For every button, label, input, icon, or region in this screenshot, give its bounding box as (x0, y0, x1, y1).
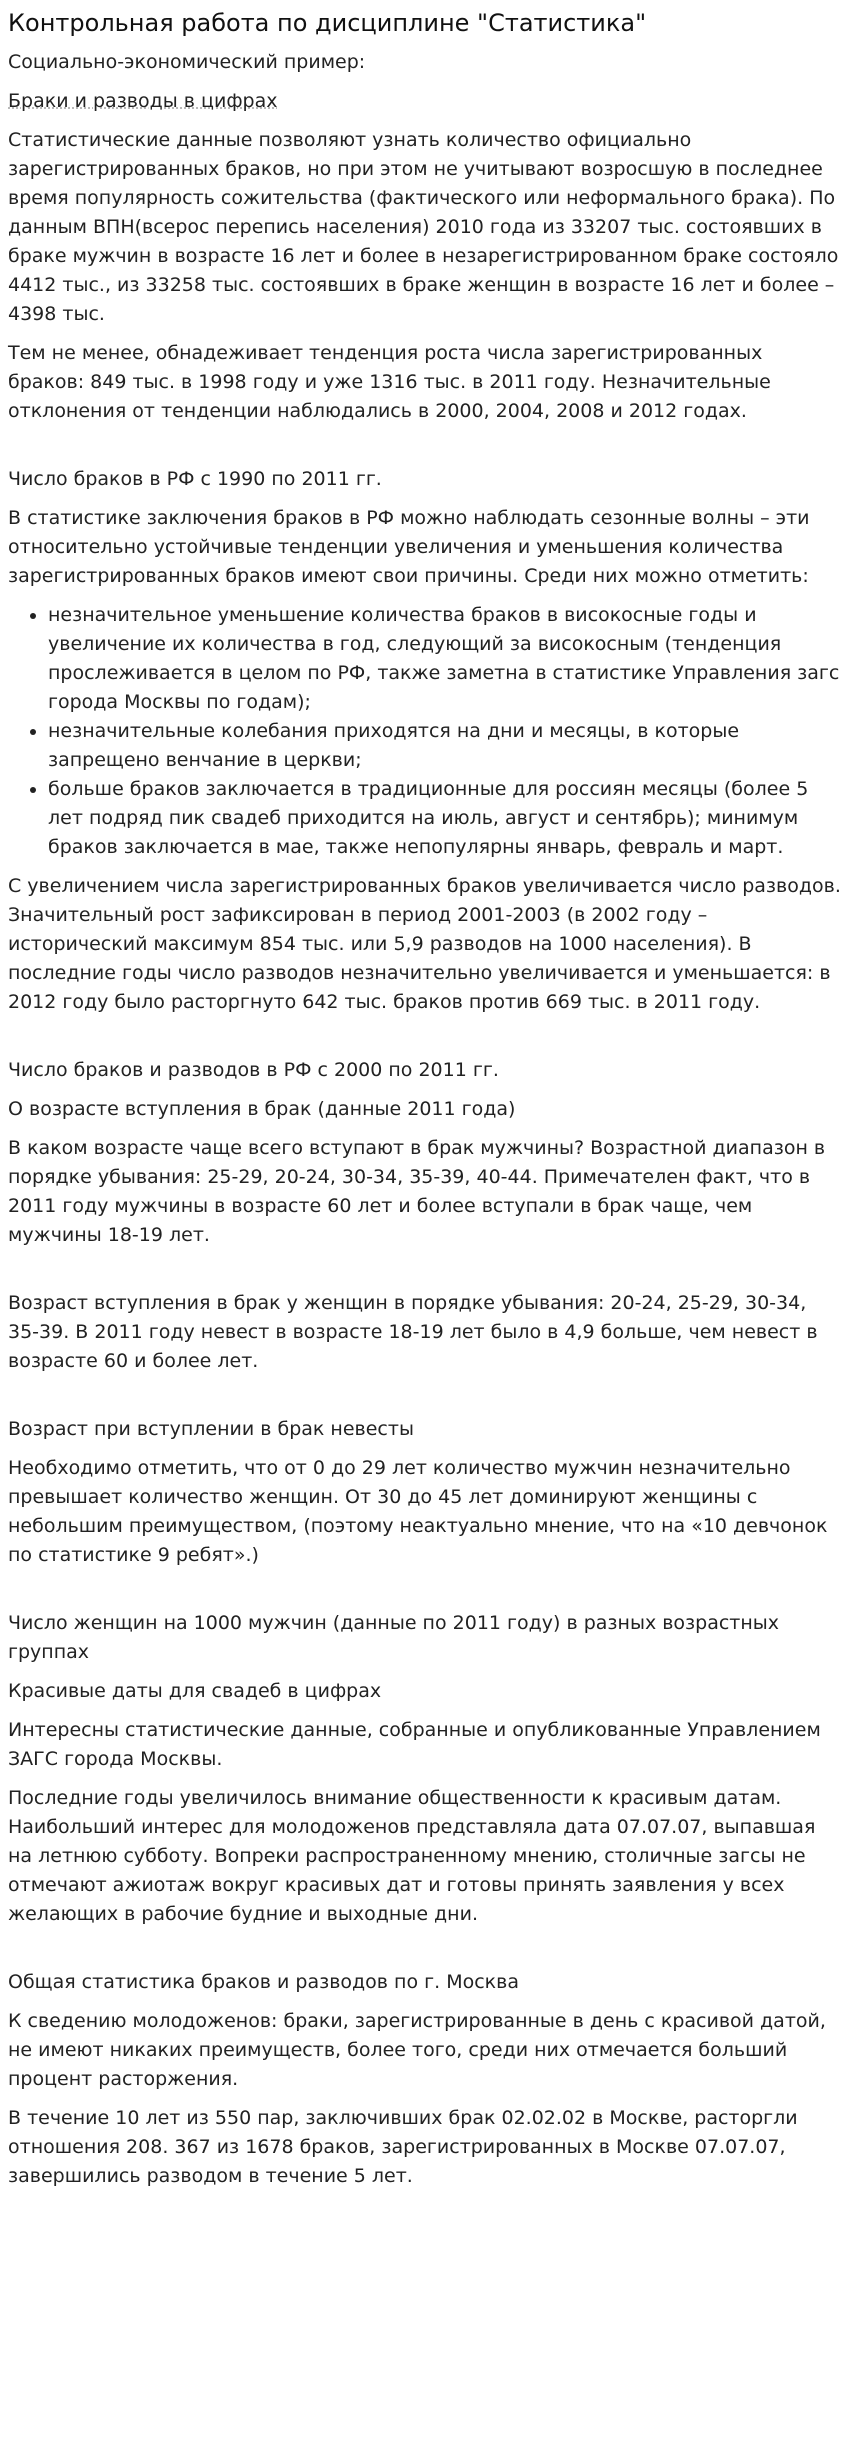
section-heading-beautiful-dates: Красивые даты для свадеб в цифрах (8, 1680, 382, 1702)
list-item: • больше браков заключается в традиционные для россиян месяцы (более 5 лет подряд пик свадеб приходится на июль, август и сентябрь); минимум браков заключается в мае, также непопулярны январь, февраль и март. (48, 775, 843, 862)
figure-caption-bride-age: Возраст при вступлении в брак невесты (8, 1418, 414, 1440)
paragraph-seasonal-waves: В статистике заключения браков в РФ можно наблюдать сезонные волны – эти относительно устойчивые тенденции увеличения и уменьшения количества зарегистрированных браков имеют свои причины. Среди них можно отметить: (8, 507, 810, 587)
figure-placeholder (8, 1580, 843, 1609)
section-heading-marriages: Браки и разводы в цифрах (8, 90, 278, 112)
figure-caption-marriages-1990-2011: Число браков в РФ с 1990 по 2011 гг. (8, 468, 382, 490)
intro-label: Социально-экономический пример: (8, 51, 366, 73)
figure-caption-marriages-divorces: Число браков и разводов в РФ с 2000 по 2011 гг. (8, 1059, 499, 1081)
figure-placeholder (8, 1386, 843, 1415)
paragraph-newlyweds-note: К сведению молодоженов: браки, зарегистрированные в день с красивой датой, не имеют никаких преимуществ, более того, среди них отмечается больший процент расторжения. (8, 2010, 826, 2090)
paragraph-women-age: Возраст вступления в брак у женщин в порядке убывания: 20-24, 25-29, 30-34, 35-39. В 2011 году невест в возрасте 18-19 лет было в 4,9 больше, чем невест в возрасте 60 и более лет. (8, 1292, 818, 1372)
paragraph-beautiful-dates: Последние годы увеличилось внимание общественности к красивым датам. Наибольший интерес для молодоженов представляла дата 07.07.07, выпавшая на летнюю субботу. Вопреки распространенному мнению, столичные загсы не отмечают ажиотаж вокруг красивых дат и готовы принять заявления у всех желающих в рабочие будние и выходные дни. (8, 1787, 816, 1925)
seasonal-reasons-list (8, 601, 843, 862)
figure-caption-moscow-stats: Общая статистика браков и разводов по г. Москва (8, 1971, 519, 1993)
paragraph-zags-moscow: Интересны статистические данные, собранные и опубликованные Управлением ЗАГС города Москвы. (8, 1719, 821, 1770)
paragraph-men-age: В каком возрасте чаще всего вступают в брак мужчины? Возрастной диапазон в порядке убывания: 25-29, 20-24, 30-34, 35-39, 40-44. Примечателен факт, что в 2011 году мужчины в возрасте 60 лет и более вступали в брак чаще, чем мужчины 18-19 лет. (8, 1137, 826, 1246)
figure-placeholder (8, 436, 843, 465)
figure-placeholder (8, 1939, 843, 1968)
page-title: Контрольная работа по дисциплине "Статистика" (8, 9, 647, 37)
paragraph-gender-ratio: Необходимо отметить, что от 0 до 29 лет количество мужчин незначительно превышает количество женщин. От 30 до 45 лет доминируют женщины с небольшим преимуществом, (поэтому неактуально мнение, что на «10 девчонок по статистике 9 ребят».) (8, 1457, 828, 1566)
figure-caption-women-per-1000-men: Число женщин на 1000 мужчин (данные по 2011 году) в разных возрастных группах (8, 1612, 780, 1663)
paragraph-divorce-figures: В течение 10 лет из 550 пар, заключивших брак 02.02.02 в Москве, расторгли отношения 208. 367 из 1678 браков, зарегистрированных в Москве 07.07.07, завершились разводом в течение 5 лет. (8, 2107, 798, 2187)
list-item: • незначительное уменьшение количества браков в високосные годы и увеличение их количества в год, следующий за високосным (тенденция прослеживается в целом по РФ, также заметна в статистике Управления загс города Москвы по годам); (48, 601, 843, 717)
paragraph-marriage-trend: Тем не менее, обнадеживает тенденция роста числа зарегистрированных браков: 849 тыс. в 1998 году и уже 1316 тыс. в 2011 году. Незначительные отклонения от тенденции наблюдались в 2000, 2004, 2008 и 2012 годах. (8, 342, 771, 422)
figure-placeholder (8, 1260, 843, 1289)
figure-placeholder (8, 1027, 843, 1056)
paragraph-divorces: С увеличением числа зарегистрированных браков увеличивается число разводов. Значительный рост зафиксирован в период 2001-2003 (в 2002 году – исторический максимум 854 тыс. или 5,9 разводов на 1000 населения). В последние годы число разводов незначительно увеличивается и уменьшается: в 2012 году было расторгнуто 642 тыс. браков против 669 тыс. в 2011 году. (8, 875, 841, 1013)
section-heading-age: О возрасте вступления в брак (данные 2011 года) (8, 1098, 516, 1120)
list-item: • незначительные колебания приходятся на дни и месяцы, в которые запрещено венчание в церкви; (48, 717, 843, 775)
paragraph-cohabitation: Статистические данные позволяют узнать количество официально зарегистрированных браков, но при этом не учитывают возросшую в последнее время популярность сожительства (фактического или неформального брака). По данным ВПН(всерос перепись населения) 2010 года из 33207 тыс. состоявших в браке мужчин в возрасте 16 лет и более в незарегистрированном браке состояло 4412 тыс., из 33258 тыс. состоявших в браке женщин в возрасте 16 лет и более – 4398 тыс. (8, 129, 839, 325)
